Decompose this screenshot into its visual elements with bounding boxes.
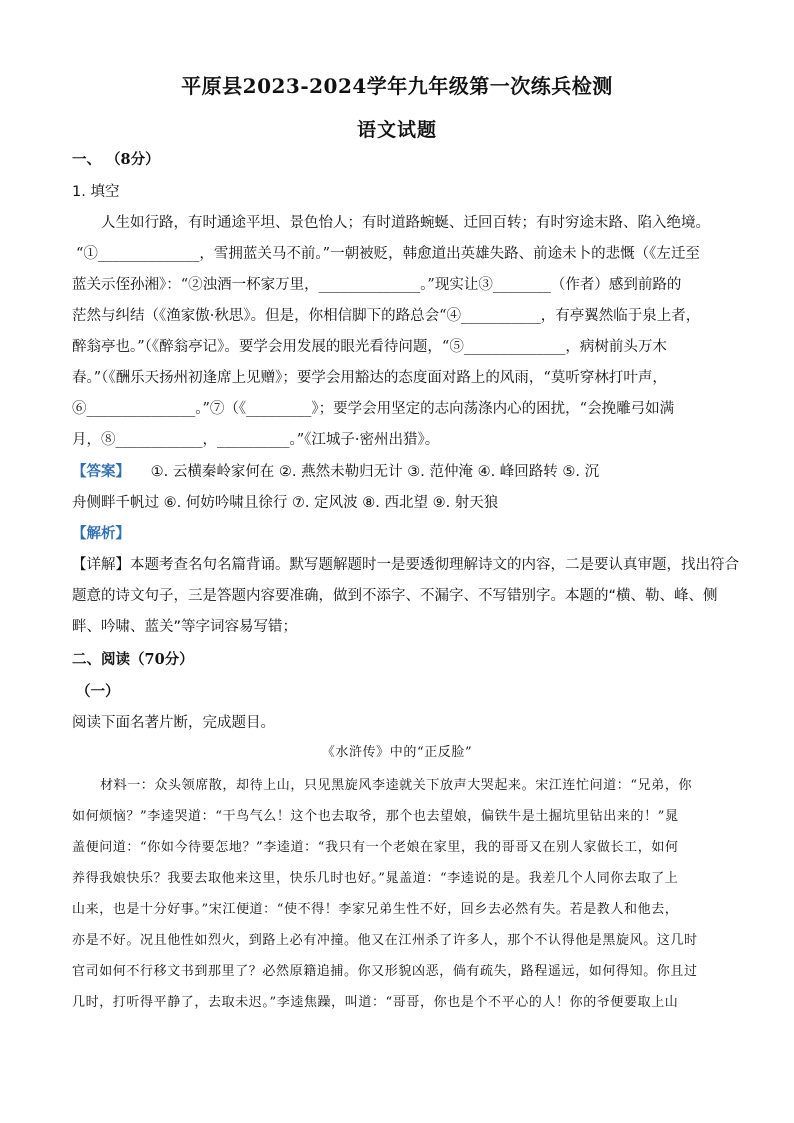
poem-text-line: 茫然与纠结（《渔家傲·秋思》。但是，你相信脚下的路总会“④___________，有亭翼然临于泉上者， <box>72 308 701 324</box>
section2-subheading: （一） <box>76 683 120 700</box>
detail-line: 畔、吟啸、蓝关”等字词容易写错； <box>72 619 298 635</box>
passage-line: 盖便问道：“你如今待要怎地？”李逵道：“我只有一个老娘在家里，我的哥哥又在别人家做长工，如何 <box>72 840 679 855</box>
poem-text-line: 醉翁亭也。”（《醉翁亭记》。要学会用发展的眼光看待问题，“⑤______________，病树前头万木 <box>72 339 667 355</box>
reading-instruction: 阅读下面名著片断，完成题目。 <box>72 715 275 731</box>
answer-tag: 【答案】 <box>72 463 130 480</box>
analysis-tag: 【解析】 <box>72 525 130 542</box>
section2-heading: 二、阅读（70分） <box>72 651 194 668</box>
passage-line: 几时，打听得平静了，去取未迟。”李逵焦躁，叫道：“哥哥，你也是个不平心的人！你的爷便要取上山 <box>72 995 679 1010</box>
passage-line: 山来，也是十分好事。”宋江便道：“使不得！李家兄弟生性不好，回乡去必然有失。若是教人和他去， <box>72 902 679 917</box>
poem-text-line: 蓝关示侄孙湘》：“②浊酒一杯家万里，______________。”现实让③________（作者）感到前路的 <box>72 277 682 293</box>
answers-text: ①. 云横秦岭家何在 ②. 燕然未勒归无计 ③. 范仲淹 ④. 峰回路转 ⑤. 沉 <box>150 464 600 480</box>
question1-label: 1. 填空 <box>72 184 120 200</box>
detail-line: 【详解】本题考查名句名篇背诵。默写题解题时一是要透彻理解诗文的内容，二是要认真审题，找出符合 <box>72 557 739 573</box>
passage-title: 《水浒传》中的“正反脸” <box>321 745 473 760</box>
section1-heading: 一、 （8分） <box>72 151 160 168</box>
passage-line: 材料一：众头领席散，却待上山，只见黑旋风李逵就关下放声大哭起来。宋江连忙问道：“兄弟，你 <box>100 778 693 793</box>
passage-line: 亦是不好。况且他性如烈火，到路上必有冲撞。他又在江州杀了许多人，那个不认得他是黑旋风。这几时 <box>72 933 698 948</box>
poem-text-line: 月，⑧____________，__________。”《江城子·密州出猎》。 <box>72 432 440 448</box>
passage-line: 官司如何不行移文书到那里了？必然原籍追捕。你又形貌凶恶，倘有疏失，路程遥远，如何得知。你且过 <box>72 964 698 979</box>
passage-line: 如何烦恼？”李逵哭道：“干鸟气么！这个也去取爷，那个也去望娘，偏铁牛是土掘坑里钻出来的！”晁 <box>72 809 679 824</box>
poem-text-line: “①______________，雪拥蓝关马不前。”一朝被贬，韩愈道出英雄失路、前途未卜的悲慨（《左迁至 <box>76 246 700 262</box>
poem-text-line: ⑥_______________。”⑦（《_________》；要学会用坚定的志向荡涤内心的困扰，“会挽雕弓如满 <box>72 401 675 417</box>
document-subtitle: 语文试题 <box>356 119 437 141</box>
answer-line <box>72 462 722 482</box>
passage-line: 养得我娘快乐？我要去取他来这里，快乐几时也好。”晁盖道：“李逵说的是。我差几个人同你去取了上 <box>72 871 679 886</box>
detail-line: 题意的诗文句子，三是答题内容要准确，做到不添字、不漏字、不写错别字。本题的“横、勒、峰、侧 <box>72 588 718 604</box>
poem-text-line: 春。”（《酬乐天扬州初逢席上见赠》；要学会用豁达的态度面对路上的风雨，“莫听穿林打叶声， <box>72 370 667 386</box>
document-title: 平原县2023-2024学年九年级第一次练兵检测 <box>181 74 613 98</box>
poem-text-line: 人生如行路，有时通途平坦、景色怡人；有时道路蜿蜒、迁回百转；有时穷途末路、陷入绝境。 <box>101 215 710 231</box>
answers-text-continued: 舟侧畔千帆过 ⑥. 何妨吟啸且徐行 ⑦. 定风波 ⑧. 西北望 ⑨. 射天狼 <box>72 495 499 511</box>
